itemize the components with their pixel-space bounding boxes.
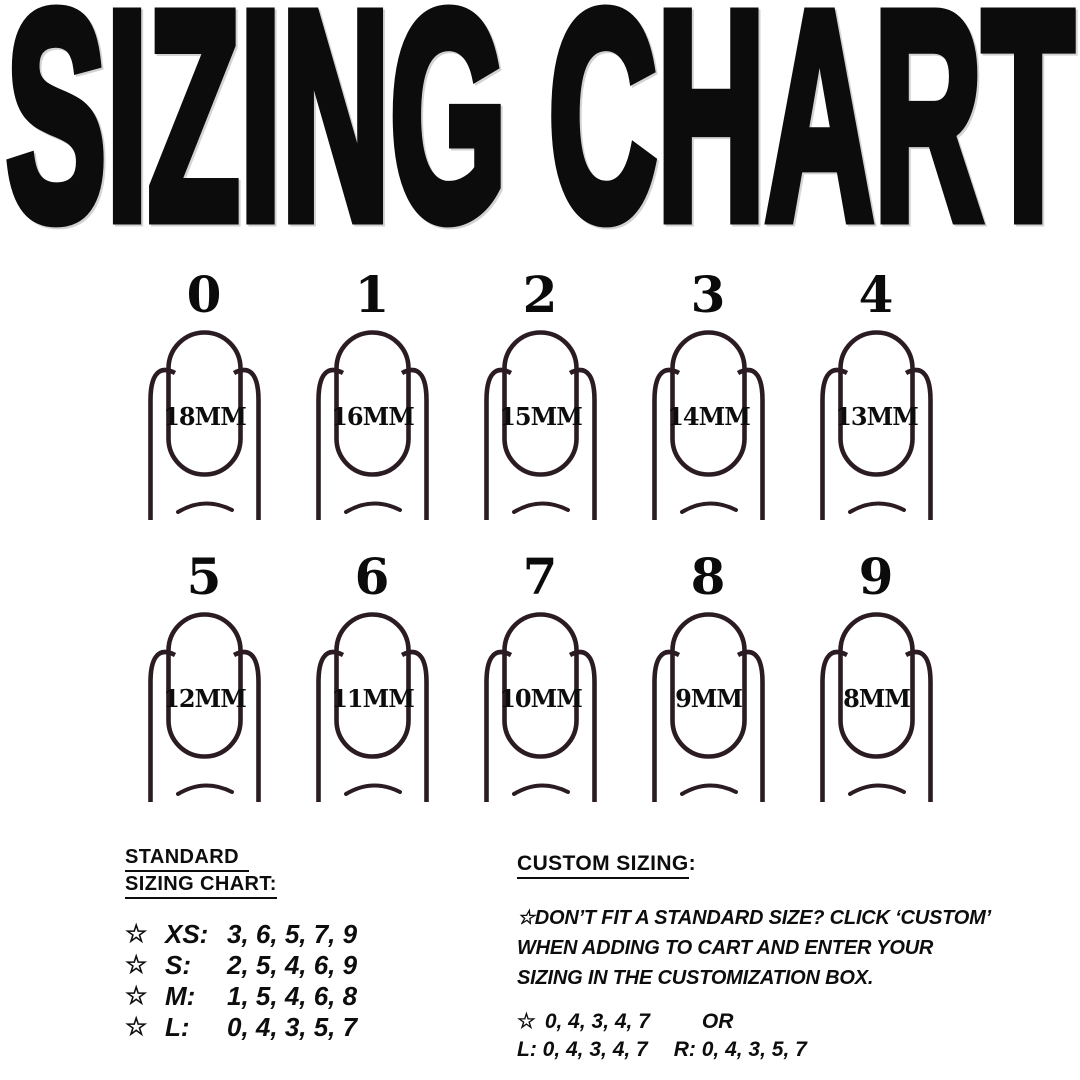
nail-cell-8 [624, 547, 792, 802]
finger-illustration [652, 612, 765, 802]
right-hand-values: R: 0, 4, 3, 5, 7 [673, 1038, 807, 1061]
nail-size-number: 3 [690, 265, 726, 324]
star-icon: ☆ [125, 982, 148, 1010]
size-values-m: 1, 5, 4, 6, 8 [227, 981, 358, 1011]
standard-size-list [125, 921, 357, 1041]
page-title: SIZING CHART [5, 0, 1074, 281]
nail-size-number: 1 [354, 265, 390, 324]
finger-illustration [820, 612, 933, 802]
nail-size-number: 2 [522, 265, 558, 324]
nail-cell-5 [120, 547, 288, 802]
finger-illustration [316, 330, 429, 520]
custom-instructions-line2: WHEN ADDING TO CART AND ENTER YOUR [517, 937, 934, 959]
nail-width-label: 8MM [842, 684, 910, 713]
custom-sizing-section [517, 852, 1017, 1061]
nail-width-label: 11MM [330, 684, 414, 713]
nail-width-label: 14MM [666, 402, 750, 431]
nail-size-number: 5 [186, 547, 222, 606]
star-icon: ☆ [125, 1013, 148, 1041]
nail-row-1 [0, 265, 1080, 520]
custom-instructions-line1: ☆DON’T FIT A STANDARD SIZE? CLICK ‘CUSTOM’ [517, 907, 991, 929]
finger-illustration [316, 612, 429, 802]
nail-width-label: 16MM [330, 402, 414, 431]
nail-cell-9 [792, 547, 960, 802]
nail-size-number: 6 [354, 547, 390, 606]
finger-illustration [652, 330, 765, 520]
size-label-xs: XS: [165, 919, 209, 949]
size-values-xs: 3, 6, 5, 7, 9 [227, 919, 358, 949]
nail-width-label: 15MM [498, 402, 582, 431]
custom-heading-text: CUSTOM SIZING [517, 852, 689, 879]
left-hand-values: L: 0, 4, 3, 4, 7 [517, 1038, 648, 1061]
custom-instructions [517, 903, 1017, 993]
nail-cell-0 [120, 265, 288, 520]
nail-size-number: 8 [690, 547, 726, 606]
nail-width-label: 13MM [834, 402, 918, 431]
nail-row-2 [0, 547, 1080, 802]
star-icon: ☆ [125, 920, 148, 948]
custom-heading [517, 852, 1017, 879]
nail-size-number: 9 [858, 547, 894, 606]
star-icon: ☆ [125, 951, 148, 979]
standard-heading-line1: STANDARD [125, 845, 249, 872]
standard-heading-line2: SIZING CHART: [125, 872, 277, 899]
size-label-m: M: [165, 981, 196, 1011]
standard-sizing-section [125, 845, 357, 1041]
custom-instructions-line3: SIZING IN THE CUSTOMIZATION BOX. [517, 967, 874, 989]
nail-width-label: 12MM [162, 684, 246, 713]
size-label-s: S: [165, 950, 191, 980]
custom-example-line1 [517, 1011, 1017, 1033]
nail-cell-7 [456, 547, 624, 802]
or-label: OR [701, 1010, 734, 1033]
nail-size-number: 7 [522, 547, 558, 606]
finger-illustration [148, 612, 261, 802]
custom-example-values: 0, 4, 3, 4, 7 [544, 1010, 650, 1033]
standard-heading [125, 845, 357, 899]
size-values-l: 0, 4, 3, 5, 7 [227, 1012, 358, 1042]
custom-example-line2 [517, 1039, 1017, 1061]
size-values-s: 2, 5, 4, 6, 9 [227, 950, 358, 980]
nail-cell-4 [792, 265, 960, 520]
size-label-l: L: [165, 1012, 190, 1042]
nail-cell-3 [624, 265, 792, 520]
finger-illustration [148, 330, 261, 520]
finger-illustration [820, 330, 933, 520]
nail-width-label: 18MM [162, 402, 246, 431]
nail-size-number: 4 [858, 265, 894, 324]
nail-cell-1 [288, 265, 456, 520]
star-icon: ☆ [517, 1010, 536, 1033]
nail-width-label: 10MM [498, 684, 582, 713]
nail-cell-6 [288, 547, 456, 802]
nail-cell-2 [456, 265, 624, 520]
title-banner [0, 0, 1080, 281]
nail-size-number: 0 [186, 265, 222, 324]
finger-illustration [484, 612, 597, 802]
nail-width-label: 9MM [674, 684, 742, 713]
finger-illustration [484, 330, 597, 520]
custom-heading-colon: : [688, 852, 697, 875]
